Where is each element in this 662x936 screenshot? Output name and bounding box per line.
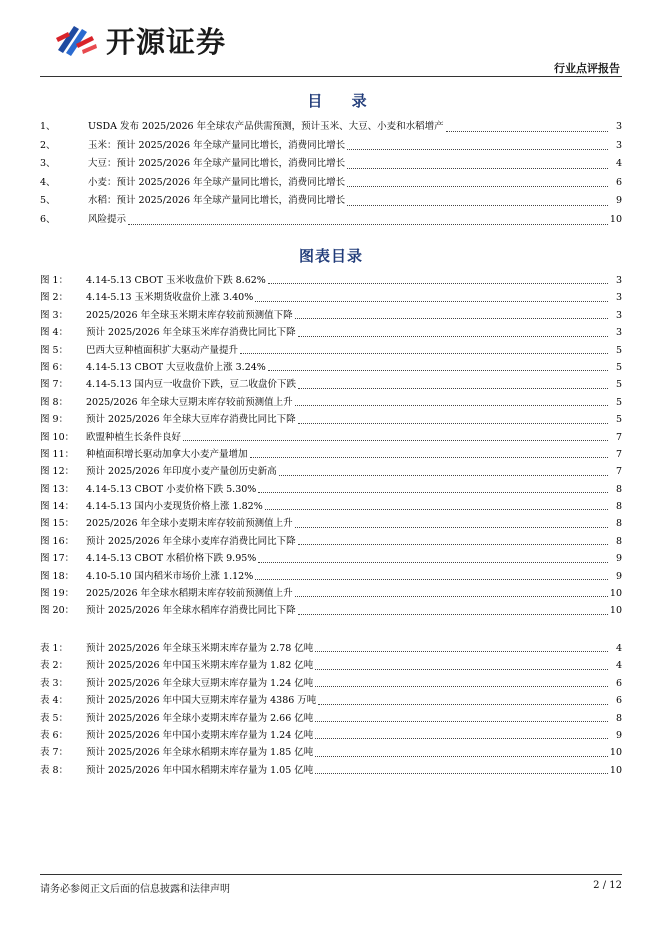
table-entry[interactable] bbox=[40, 727, 622, 744]
dot-leader bbox=[279, 474, 608, 476]
dot-leader bbox=[298, 335, 608, 337]
disclaimer-note: 请务必参阅正文后面的信息披露和法律声明 bbox=[40, 884, 230, 895]
brand-name: 开源证券 bbox=[106, 24, 227, 59]
entry-page: 9 bbox=[615, 570, 622, 582]
entry-title: 2025/2026 年全球水稻期末库存较前预测值上升 bbox=[86, 588, 293, 600]
entry-page: 7 bbox=[615, 448, 622, 460]
toc-entry[interactable] bbox=[40, 155, 622, 174]
entry-title: 预计 2025/2026 年中国玉米期末库存量为 1.82 亿吨 bbox=[86, 660, 314, 672]
entry-number: 图 18： bbox=[40, 570, 75, 582]
dot-leader bbox=[298, 387, 608, 389]
entry-number: 5、 bbox=[40, 195, 56, 207]
toc-entry[interactable] bbox=[40, 174, 622, 193]
page-indicator: 2 / 12 bbox=[593, 880, 622, 891]
entry-page: 3 bbox=[615, 292, 622, 304]
entry-title: 风险提示 bbox=[88, 213, 127, 225]
entry-page: 4 bbox=[615, 660, 622, 672]
entry-number: 表 6： bbox=[40, 729, 69, 741]
table-entry[interactable] bbox=[40, 675, 622, 692]
entry-number: 图 17： bbox=[40, 553, 75, 565]
entry-title: 预计 2025/2026 年全球玉米库存消费比同比下降 bbox=[86, 327, 296, 339]
entry-title: 预计 2025/2026 年全球大豆库存消费比同比下降 bbox=[86, 414, 296, 426]
figure-entry[interactable] bbox=[40, 376, 622, 393]
entry-title: 4.14-5.13 CBOT 水稻价格下跌 9.95% bbox=[86, 553, 257, 565]
dot-leader bbox=[298, 543, 608, 545]
dot-leader bbox=[258, 561, 608, 563]
figure-entry[interactable] bbox=[40, 533, 622, 550]
table-list bbox=[40, 640, 622, 779]
figure-entry[interactable] bbox=[40, 307, 622, 324]
entry-number: 3、 bbox=[40, 158, 56, 170]
entry-page: 9 bbox=[615, 195, 622, 207]
entry-page: 10 bbox=[609, 747, 622, 759]
entry-title: 预计 2025/2026 年中国小麦期末库存量为 1.24 亿吨 bbox=[86, 729, 314, 741]
entry-page: 8 bbox=[615, 483, 622, 495]
entry-number: 图 2： bbox=[40, 292, 69, 304]
figure-entry[interactable] bbox=[40, 289, 622, 306]
entry-number: 1、 bbox=[40, 121, 56, 132]
entry-number: 图 4： bbox=[40, 327, 69, 339]
entry-page: 8 bbox=[615, 518, 622, 530]
entry-page: 6 bbox=[615, 677, 622, 689]
figure-list bbox=[40, 272, 622, 620]
toc-title: 目 录 bbox=[307, 92, 379, 110]
dot-leader bbox=[315, 720, 608, 722]
entry-number: 图 9： bbox=[40, 414, 69, 426]
entry-title: 预计 2025/2026 年全球大豆期末库存量为 1.24 亿吨 bbox=[86, 677, 314, 689]
entry-title: 欧盟种植生长条件良好 bbox=[86, 431, 182, 443]
entry-number: 图 16： bbox=[40, 535, 75, 547]
entry-number: 图 11： bbox=[40, 448, 75, 460]
table-entry[interactable] bbox=[40, 744, 622, 761]
table-entry[interactable] bbox=[40, 640, 622, 657]
toc-entry[interactable] bbox=[40, 137, 622, 156]
dot-leader bbox=[295, 404, 608, 406]
entry-number: 6、 bbox=[40, 213, 56, 225]
entry-page: 5 bbox=[615, 379, 622, 391]
dot-leader bbox=[295, 595, 608, 597]
entry-title: 预计 2025/2026 年中国水稻期末库存量为 1.05 亿吨 bbox=[86, 764, 314, 776]
entry-title: 种植面积增长驱动加拿大小麦产量增加 bbox=[86, 448, 248, 460]
figure-entry[interactable] bbox=[40, 585, 622, 602]
figure-entry[interactable] bbox=[40, 515, 622, 532]
table-entry[interactable] bbox=[40, 692, 622, 709]
entry-page: 3 bbox=[615, 327, 622, 339]
dot-leader bbox=[255, 300, 608, 302]
entry-title: 4.10-5.10 国内稻米市场价上涨 1.12% bbox=[86, 570, 254, 582]
figure-entry[interactable] bbox=[40, 568, 622, 585]
entry-number: 表 3： bbox=[40, 677, 69, 689]
figure-entry[interactable] bbox=[40, 342, 622, 359]
figure-entry[interactable] bbox=[40, 550, 622, 567]
entry-number: 表 2： bbox=[40, 660, 69, 672]
entry-page: 9 bbox=[615, 553, 622, 565]
figure-entry[interactable] bbox=[40, 359, 622, 376]
entry-number: 2、 bbox=[40, 139, 56, 151]
dot-leader bbox=[315, 772, 608, 774]
entry-title: 4.14-5.13 国内小麦现货价格上涨 1.82% bbox=[86, 501, 263, 513]
entry-title: 预计 2025/2026 年全球水稻库存消费比同比下降 bbox=[86, 605, 296, 617]
figure-entry[interactable] bbox=[40, 463, 622, 480]
entry-title: 预计 2025/2026 年全球水稻期末库存量为 1.85 亿吨 bbox=[86, 747, 314, 759]
dot-leader bbox=[347, 204, 608, 206]
kaiyuan-logo-icon bbox=[52, 20, 98, 60]
toc-entry[interactable] bbox=[40, 118, 622, 137]
entry-title: USDA 发布 2025/2026 年全球农产品供需预测，预计玉米、大豆、小麦和水稻增产 bbox=[88, 121, 444, 132]
entry-number: 图 1： bbox=[40, 275, 69, 286]
entry-number: 图 14： bbox=[40, 501, 75, 513]
entry-number: 图 3： bbox=[40, 309, 69, 321]
entry-page: 7 bbox=[615, 466, 622, 478]
dot-leader bbox=[298, 422, 608, 424]
footer-divider bbox=[40, 874, 622, 875]
entry-title: 预计 2025/2026 年印度小麦产量创历史新高 bbox=[86, 466, 277, 478]
entry-number: 表 8： bbox=[40, 764, 69, 776]
dot-leader bbox=[295, 317, 608, 319]
entry-number: 图 6： bbox=[40, 361, 69, 373]
header-divider bbox=[40, 76, 622, 77]
entry-number: 图 15： bbox=[40, 518, 75, 530]
entry-number: 表 7： bbox=[40, 747, 69, 759]
entry-page: 10 bbox=[609, 605, 622, 617]
entry-page: 10 bbox=[609, 213, 622, 225]
entry-title: 预计 2025/2026 年全球玉米期末库存量为 2.78 亿吨 bbox=[86, 643, 314, 654]
figure-entry[interactable] bbox=[40, 481, 622, 498]
entry-page: 8 bbox=[615, 501, 622, 513]
entry-page: 5 bbox=[615, 414, 622, 426]
entry-page: 5 bbox=[615, 361, 622, 373]
dot-leader bbox=[347, 148, 608, 150]
dot-leader bbox=[315, 755, 608, 757]
entry-number: 4、 bbox=[40, 176, 56, 188]
entry-number: 图 13： bbox=[40, 483, 75, 495]
entry-number: 图 12： bbox=[40, 466, 75, 478]
entry-title: 2025/2026 年全球大豆期末库存较前预测值上升 bbox=[86, 396, 293, 408]
entry-page: 3 bbox=[615, 139, 622, 151]
dot-leader bbox=[183, 439, 608, 441]
entry-number: 图 19： bbox=[40, 588, 75, 600]
entry-page: 9 bbox=[615, 729, 622, 741]
dot-leader bbox=[446, 130, 608, 132]
entry-page: 3 bbox=[615, 275, 622, 286]
entry-number: 图 20： bbox=[40, 605, 75, 617]
entry-page: 10 bbox=[609, 588, 622, 600]
entry-page: 7 bbox=[615, 431, 622, 443]
dot-leader bbox=[250, 456, 608, 458]
dot-leader bbox=[265, 508, 608, 510]
entry-title: 4.14-5.13 CBOT 小麦价格下跌 5.30% bbox=[86, 483, 257, 495]
toc-entry[interactable] bbox=[40, 211, 622, 230]
entry-number: 图 8： bbox=[40, 396, 69, 408]
entry-page: 10 bbox=[609, 764, 622, 776]
entry-page: 4 bbox=[615, 158, 622, 170]
entry-page: 3 bbox=[615, 309, 622, 321]
entry-title: 小麦：预计 2025/2026 年全球产量同比增长，消费同比增长 bbox=[88, 176, 346, 188]
entry-title: 预计 2025/2026 年全球小麦期末库存量为 2.66 亿吨 bbox=[86, 712, 314, 724]
dot-leader bbox=[315, 650, 608, 652]
figure-entry[interactable] bbox=[40, 272, 622, 289]
dot-leader bbox=[240, 352, 608, 354]
entry-title: 4.14-5.13 CBOT 玉米收盘价下跌 8.62% bbox=[86, 275, 266, 286]
figure-entry[interactable] bbox=[40, 324, 622, 341]
entry-number: 图 7： bbox=[40, 379, 69, 391]
dot-leader bbox=[268, 282, 608, 284]
entry-title: 2025/2026 年全球小麦期末库存较前预测值上升 bbox=[86, 518, 293, 530]
dot-leader bbox=[258, 491, 608, 493]
dot-leader bbox=[318, 703, 608, 705]
figure-entry[interactable] bbox=[40, 411, 622, 428]
figure-entry[interactable] bbox=[40, 394, 622, 411]
toc-entry[interactable] bbox=[40, 192, 622, 211]
entry-page: 4 bbox=[615, 643, 622, 654]
entry-page: 6 bbox=[615, 176, 622, 188]
dot-leader bbox=[128, 223, 608, 225]
dot-leader bbox=[347, 185, 608, 187]
entry-number: 表 4： bbox=[40, 695, 69, 707]
figure-toc-title: 图表目录 bbox=[298, 247, 363, 265]
entry-title: 大豆：预计 2025/2026 年全球产量同比增长，消费同比增长 bbox=[88, 158, 346, 170]
entry-title: 玉米：预计 2025/2026 年全球产量同比增长，消费同比增长 bbox=[88, 139, 346, 151]
entry-title: 4.14-5.13 国内豆一收盘价下跌，豆二收盘价下跌 bbox=[86, 379, 297, 391]
entry-title: 预计 2025/2026 年中国大豆期末库存量为 4386 万吨 bbox=[86, 695, 317, 707]
entry-page: 3 bbox=[615, 121, 622, 132]
entry-title: 4.14-5.13 CBOT 大豆收盘价上涨 3.24% bbox=[86, 361, 266, 373]
figure-entry[interactable] bbox=[40, 498, 622, 515]
entry-number: 图 5： bbox=[40, 344, 69, 356]
figure-entry[interactable] bbox=[40, 602, 622, 619]
entry-number: 表 5： bbox=[40, 712, 69, 724]
entry-number: 表 1： bbox=[40, 643, 69, 654]
dot-leader bbox=[315, 737, 608, 739]
entry-page: 6 bbox=[615, 695, 622, 707]
entry-title: 2025/2026 年全球玉米期末库存较前预测值下降 bbox=[86, 309, 293, 321]
dot-leader bbox=[255, 578, 608, 580]
dot-leader bbox=[268, 369, 608, 371]
entry-title: 水稻：预计 2025/2026 年全球产量同比增长，消费同比增长 bbox=[88, 195, 346, 207]
table-entry[interactable] bbox=[40, 657, 622, 674]
dot-leader bbox=[315, 668, 608, 670]
dot-leader bbox=[298, 613, 608, 615]
brand-logo bbox=[52, 20, 226, 60]
dot-leader bbox=[315, 685, 608, 687]
entry-page: 5 bbox=[615, 344, 622, 356]
dot-leader bbox=[347, 167, 608, 169]
table-entry[interactable] bbox=[40, 710, 622, 727]
entry-title: 4.14-5.13 玉米期货收盘价上涨 3.40% bbox=[86, 292, 254, 304]
figure-entry[interactable] bbox=[40, 429, 622, 446]
entry-title: 预计 2025/2026 年全球小麦库存消费比同比下降 bbox=[86, 535, 296, 547]
report-type-label: 行业点评报告 bbox=[554, 62, 620, 75]
figure-entry[interactable] bbox=[40, 446, 622, 463]
toc-list bbox=[40, 118, 622, 230]
entry-page: 8 bbox=[615, 535, 622, 547]
entry-number: 图 10： bbox=[40, 431, 75, 443]
dot-leader bbox=[295, 526, 608, 528]
entry-page: 8 bbox=[615, 712, 622, 724]
table-entry[interactable] bbox=[40, 762, 622, 779]
entry-page: 5 bbox=[615, 396, 622, 408]
entry-title: 巴西大豆种植面积扩大驱动产量提升 bbox=[86, 344, 239, 356]
